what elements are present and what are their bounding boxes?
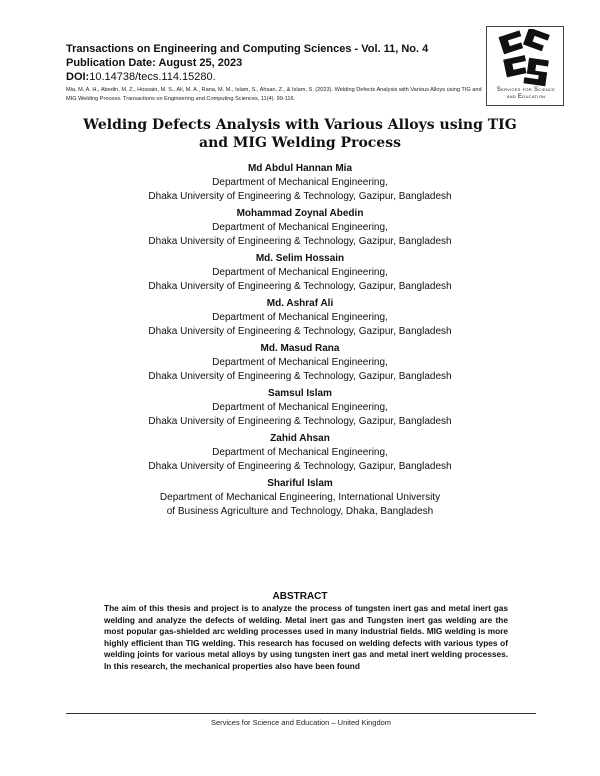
logo-text [490, 87, 562, 101]
journal-header [66, 42, 486, 104]
doi [66, 70, 486, 84]
author-department: Department of Mechanical Engineering, [212, 222, 388, 233]
author-block [60, 252, 540, 294]
publisher-logo [486, 26, 564, 106]
author-name: Zahid Ahsan [270, 433, 330, 444]
author-department: Department of Mechanical Engineering, [212, 312, 388, 323]
logo-text-line2: and Education [506, 94, 546, 100]
author-name: Md. Selim Hossain [255, 253, 345, 264]
author-block [60, 162, 540, 204]
author-university: Dhaka University of Engineering & Technology, Gazipur, Bangladesh [148, 461, 452, 472]
author-block [60, 387, 540, 429]
author-list [60, 162, 540, 522]
author-department: Department of Mechanical Engineering, [212, 267, 388, 278]
author-block [60, 207, 540, 249]
doi-link[interactable]: 10.14738/tecs.114.15280. [89, 71, 216, 83]
author-department: Department of Mechanical Engineering, [212, 402, 388, 413]
logo-text-line1: Services for Science [496, 87, 556, 93]
author-name: Samsul Islam [268, 388, 332, 399]
author-name: Mohammad Zoynal Abedin [236, 208, 364, 219]
author-department: Department of Mechanical Engineering, [212, 447, 388, 458]
publication-date: Publication Date: August 25, 2023 [66, 57, 243, 69]
author-university: of Business Agriculture and Technology, Dhaka, Bangladesh [166, 506, 434, 517]
doi-label: DOI: [66, 71, 90, 83]
author-block [60, 297, 540, 339]
author-university: Dhaka University of Engineering & Technology, Gazipur, Bangladesh [148, 191, 452, 202]
author-university: Dhaka University of Engineering & Technology, Gazipur, Bangladesh [148, 371, 452, 382]
author-university: Dhaka University of Engineering & Technology, Gazipur, Bangladesh [148, 236, 452, 247]
abstract-heading: ABSTRACT [272, 591, 328, 602]
author-name: Md Abdul Hannan Mia [247, 163, 353, 174]
author-block [60, 432, 540, 474]
citation: Mia, M. A. H., Abedin, M. Z., Hossain, M. S., Ali, M. A., Rana, M. M., Islam, S., Ahsan, Z., & Islam, S. (2023). Welding Defects Analysis with Various Alloys using TIG and MIG Welding Process. Transactions on Engineering and Computing Sciences, 11(4). 99-116. [66, 87, 482, 102]
author-name: Md. Masud Rana [260, 343, 340, 354]
author-department: Department of Mechanical Engineering, [212, 177, 388, 188]
abstract-body: The aim of this thesis and project is to analyze the process of tungsten inert gas and metal inert gas welding and analyze the defects of welding. Metal inert gas and Tungsten inert gas welding are the most popular gas-shielded arc welding processes used in many industrial fields. MIG welding is more highly efficient than TIG welding. This research has focused on welding defects with various types of welding joints for various metal alloys by using tungsten inert gas and metal inert welding processes. In this research, the mechanical properties also have been found [104, 603, 508, 671]
author-department: Department of Mechanical Engineering, International University [159, 492, 441, 503]
author-university: Dhaka University of Engineering & Technology, Gazipur, Bangladesh [148, 281, 452, 292]
footer-divider [66, 713, 536, 714]
author-university: Dhaka University of Engineering & Technology, Gazipur, Bangladesh [148, 416, 452, 427]
sse-logo-icon [497, 29, 553, 87]
page-footer: Services for Science and Education – United Kingdom [210, 718, 392, 727]
journal-name: Transactions on Engineering and Computing Sciences - Vol. 11, No. 4 [66, 43, 429, 55]
author-department: Department of Mechanical Engineering, [212, 357, 388, 368]
author-block [60, 342, 540, 384]
author-block [60, 477, 540, 519]
paper-title: Welding Defects Analysis with Various Alloys using TIG and MIG Welding Process [83, 117, 517, 151]
author-name: Shariful Islam [267, 478, 333, 489]
author-name: Md. Ashraf Ali [266, 298, 334, 309]
author-university: Dhaka University of Engineering & Technology, Gazipur, Bangladesh [148, 326, 452, 337]
